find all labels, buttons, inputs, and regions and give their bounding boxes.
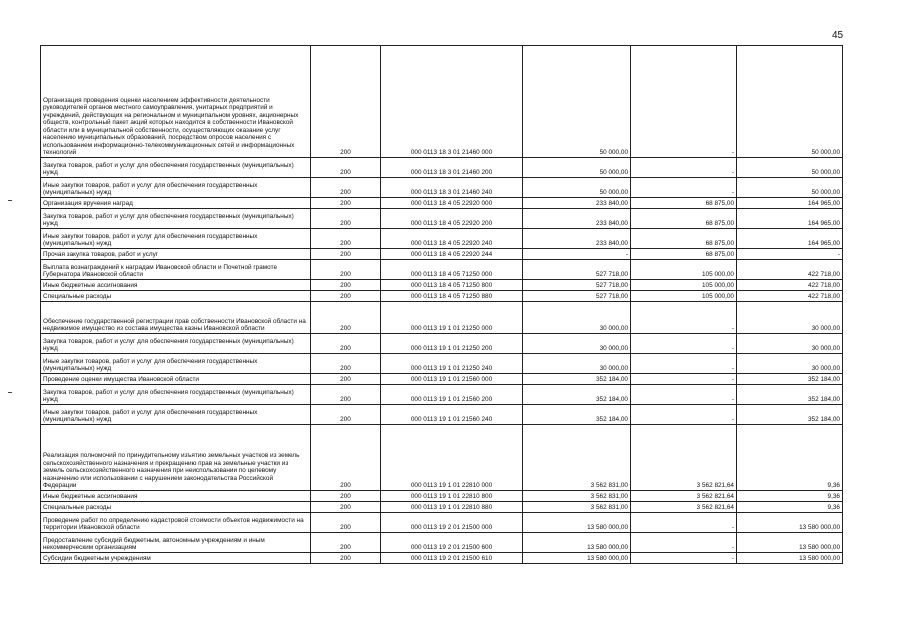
row-kbk: 000 0113 18 4 05 22920 200 xyxy=(381,209,523,229)
row-kbk: 000 0113 19 1 01 21560 240 xyxy=(381,405,523,425)
table-row xyxy=(41,280,843,291)
row-remaining: 30 000,00 xyxy=(737,354,843,374)
row-name: Субсидии бюджетным учреждениям xyxy=(41,553,311,564)
row-kbk: 000 0113 19 1 01 22810 000 xyxy=(381,425,523,491)
row-approved: 50 000,00 xyxy=(523,46,631,158)
row-kbk: 000 0113 18 4 05 71250 000 xyxy=(381,260,523,280)
row-executed: - xyxy=(631,374,737,385)
row-code: 200 xyxy=(311,425,381,491)
row-executed: 68 875,00 xyxy=(631,229,737,249)
row-approved: 352 184,00 xyxy=(523,385,631,405)
row-approved: 3 562 831,00 xyxy=(523,425,631,491)
row-approved: 30 000,00 xyxy=(523,334,631,354)
row-executed: - xyxy=(631,158,737,178)
row-name: Иные закупки товаров, работ и услуг для обеспечения государственных (муниципальных) нужд xyxy=(41,229,311,249)
row-code: 200 xyxy=(311,491,381,502)
row-remaining: 30 000,00 xyxy=(737,334,843,354)
row-executed: - xyxy=(631,553,737,564)
row-name: Проведение оценки имущества Ивановской области xyxy=(41,374,311,385)
table-row xyxy=(41,354,843,374)
row-code: 200 xyxy=(311,513,381,533)
row-name: Специальные расходы xyxy=(41,502,311,513)
row-approved: - xyxy=(523,249,631,260)
row-approved: 3 562 831,00 xyxy=(523,502,631,513)
row-kbk: 000 0113 19 1 01 21250 000 xyxy=(381,302,523,334)
row-code: 200 xyxy=(311,502,381,513)
table-row xyxy=(41,374,843,385)
row-name: Закупка товаров, работ и услуг для обеспечения государственных (муниципальных) нужд xyxy=(41,385,311,405)
table-row xyxy=(41,198,843,209)
table-row xyxy=(41,502,843,513)
table-row xyxy=(41,405,843,425)
row-approved: 352 184,00 xyxy=(523,405,631,425)
row-kbk: 000 0113 19 2 01 21500 000 xyxy=(381,513,523,533)
row-code: 200 xyxy=(311,291,381,302)
row-remaining: 30 000,00 xyxy=(737,302,843,334)
row-code: 200 xyxy=(311,249,381,260)
row-remaining: 352 184,00 xyxy=(737,385,843,405)
row-remaining: 422 718,00 xyxy=(737,260,843,280)
row-name: Реализация полномочий по принудительному изъятию земельных участков из земель сельскохозяйственного назначения и прекращению прав на земельные участки из земель сельскохозяйственного назначения при неиспользовании по целевому назначению или использовании с нарушением законодательства Российской Федерации xyxy=(41,425,311,491)
row-kbk: 000 0113 19 2 01 21500 600 xyxy=(381,533,523,553)
row-executed: 3 562 821,64 xyxy=(631,491,737,502)
row-executed: 68 875,00 xyxy=(631,209,737,229)
row-remaining: 422 718,00 xyxy=(737,280,843,291)
row-approved: 527 718,00 xyxy=(523,291,631,302)
row-executed: - xyxy=(631,46,737,158)
row-remaining: 13 580 000,00 xyxy=(737,533,843,553)
table-row xyxy=(41,260,843,280)
margin-mark xyxy=(8,200,12,201)
table-row xyxy=(41,229,843,249)
row-name: Иные бюджетные ассигнования xyxy=(41,280,311,291)
row-name: Предоставление субсидий бюджетным, автономным учреждениям и иным некоммерческим организациям xyxy=(41,533,311,553)
row-kbk: 000 0113 19 1 01 21560 200 xyxy=(381,385,523,405)
table-row xyxy=(41,158,843,178)
row-code: 200 xyxy=(311,385,381,405)
row-code: 200 xyxy=(311,209,381,229)
table-row xyxy=(41,533,843,553)
table-row xyxy=(41,249,843,260)
row-approved: 233 840,00 xyxy=(523,198,631,209)
row-name: Иные закупки товаров, работ и услуг для обеспечения государственных (муниципальных) нужд xyxy=(41,354,311,374)
row-approved: 30 000,00 xyxy=(523,302,631,334)
budget-table xyxy=(40,45,843,564)
row-remaining: 164 965,00 xyxy=(737,209,843,229)
row-code: 200 xyxy=(311,405,381,425)
row-code: 200 xyxy=(311,302,381,334)
row-approved: 13 580 000,00 xyxy=(523,553,631,564)
row-executed: 3 562 821,64 xyxy=(631,502,737,513)
table-row xyxy=(41,553,843,564)
table-row xyxy=(41,209,843,229)
row-executed: - xyxy=(631,385,737,405)
row-name: Прочая закупка товаров, работ и услуг xyxy=(41,249,311,260)
row-kbk: 000 0113 18 3 01 21460 240 xyxy=(381,178,523,198)
row-name: Закупка товаров, работ и услуг для обеспечения государственных (муниципальных) нужд xyxy=(41,334,311,354)
table-row xyxy=(41,513,843,533)
row-executed: - xyxy=(631,405,737,425)
table-row xyxy=(41,178,843,198)
table-row xyxy=(41,491,843,502)
row-executed: - xyxy=(631,178,737,198)
row-executed: - xyxy=(631,334,737,354)
table-row xyxy=(41,291,843,302)
row-approved: 527 718,00 xyxy=(523,260,631,280)
row-code: 200 xyxy=(311,553,381,564)
row-name: Закупка товаров, работ и услуг для обеспечения государственных (муниципальных) нужд xyxy=(41,158,311,178)
row-kbk: 000 0113 18 4 05 71250 880 xyxy=(381,291,523,302)
row-executed: 68 875,00 xyxy=(631,249,737,260)
row-kbk: 000 0113 18 4 05 22920 244 xyxy=(381,249,523,260)
margin-mark xyxy=(8,392,12,393)
row-approved: 233 840,00 xyxy=(523,229,631,249)
row-name: Обеспечение государственной регистрации прав собственности Ивановской области на недвижимое имущество из состава имущества казны Ивановской области xyxy=(41,302,311,334)
row-kbk: 000 0113 18 3 01 21460 000 xyxy=(381,46,523,158)
row-kbk: 000 0113 19 1 01 21560 000 xyxy=(381,374,523,385)
row-kbk: 000 0113 19 1 01 21250 200 xyxy=(381,334,523,354)
row-remaining: 50 000,00 xyxy=(737,178,843,198)
row-approved: 13 580 000,00 xyxy=(523,513,631,533)
row-code: 200 xyxy=(311,229,381,249)
row-executed: - xyxy=(631,354,737,374)
row-remaining: 13 580 000,00 xyxy=(737,513,843,533)
row-remaining: 50 000,00 xyxy=(737,46,843,158)
row-name: Организация вручения наград xyxy=(41,198,311,209)
row-name: Иные закупки товаров, работ и услуг для обеспечения государственных (муниципальных) нужд xyxy=(41,405,311,425)
table-row xyxy=(41,385,843,405)
row-approved: 233 840,00 xyxy=(523,209,631,229)
row-remaining: 422 718,00 xyxy=(737,291,843,302)
row-remaining: 9,36 xyxy=(737,491,843,502)
row-approved: 50 000,00 xyxy=(523,158,631,178)
row-remaining: 164 965,00 xyxy=(737,198,843,209)
row-code: 200 xyxy=(311,158,381,178)
row-executed: - xyxy=(631,533,737,553)
row-remaining: 352 184,00 xyxy=(737,405,843,425)
row-kbk: 000 0113 18 4 05 22920 240 xyxy=(381,229,523,249)
row-remaining: 352 184,00 xyxy=(737,374,843,385)
row-remaining: 50 000,00 xyxy=(737,158,843,178)
table-row xyxy=(41,46,843,158)
row-code: 200 xyxy=(311,260,381,280)
row-code: 200 xyxy=(311,198,381,209)
row-name: Организация проведения оценки населением эффективности деятельности руководителей органов местного самоуправления, унитарных предприятий и учреждений, действующих на региональном и муниципальном уровнях, акционерных обществ, контрольный пакет акций которых находится в собственности Ивановской области или в муниципальной собственности, осуществляющих оказание услуг населению муниципальных образований, посредством опросов населения с использованием информационно-телекоммуникационных сетей и информационных технологий xyxy=(41,46,311,158)
row-executed: - xyxy=(631,513,737,533)
row-kbk: 000 0113 18 4 05 22920 000 xyxy=(381,198,523,209)
table-row xyxy=(41,302,843,334)
table-row xyxy=(41,334,843,354)
row-executed: - xyxy=(631,302,737,334)
page-number: 45 xyxy=(832,30,844,41)
row-kbk: 000 0113 19 1 01 22810 800 xyxy=(381,491,523,502)
row-remaining: 164 965,00 xyxy=(737,229,843,249)
row-remaining: 9,36 xyxy=(737,425,843,491)
row-executed: 105 000,00 xyxy=(631,280,737,291)
row-kbk: 000 0113 19 1 01 22810 880 xyxy=(381,502,523,513)
row-approved: 3 562 831,00 xyxy=(523,491,631,502)
row-remaining: 13 580 000,00 xyxy=(737,553,843,564)
row-name: Иные бюджетные ассигнования xyxy=(41,491,311,502)
row-approved: 527 718,00 xyxy=(523,280,631,291)
row-code: 200 xyxy=(311,533,381,553)
row-kbk: 000 0113 18 3 01 21460 200 xyxy=(381,158,523,178)
row-code: 200 xyxy=(311,374,381,385)
row-approved: 352 184,00 xyxy=(523,374,631,385)
row-name: Закупка товаров, работ и услуг для обеспечения государственных (муниципальных) нужд xyxy=(41,209,311,229)
row-approved: 50 000,00 xyxy=(523,178,631,198)
row-code: 200 xyxy=(311,334,381,354)
table-body xyxy=(41,46,843,564)
row-executed: 68 875,00 xyxy=(631,198,737,209)
table-row xyxy=(41,425,843,491)
row-code: 200 xyxy=(311,46,381,158)
row-kbk: 000 0113 19 1 01 21250 240 xyxy=(381,354,523,374)
row-kbk: 000 0113 18 4 05 71250 800 xyxy=(381,280,523,291)
row-name: Выплата вознаграждений к наградам Ивановской области и Почетной грамоте Губернатора Ивановской области xyxy=(41,260,311,280)
row-executed: 105 000,00 xyxy=(631,260,737,280)
row-remaining: - xyxy=(737,249,843,260)
row-name: Иные закупки товаров, работ и услуг для обеспечения государственных (муниципальных) нужд xyxy=(41,178,311,198)
row-executed: 3 562 821,64 xyxy=(631,425,737,491)
row-approved: 13 580 000,00 xyxy=(523,533,631,553)
row-remaining: 9,36 xyxy=(737,502,843,513)
row-name: Специальные расходы xyxy=(41,291,311,302)
row-code: 200 xyxy=(311,178,381,198)
row-code: 200 xyxy=(311,354,381,374)
row-approved: 30 000,00 xyxy=(523,354,631,374)
row-kbk: 000 0113 19 2 01 21500 610 xyxy=(381,553,523,564)
row-name: Проведение работ по определению кадастровой стоимости объектов недвижимости на территории Ивановской области xyxy=(41,513,311,533)
row-executed: 105 000,00 xyxy=(631,291,737,302)
row-code: 200 xyxy=(311,280,381,291)
